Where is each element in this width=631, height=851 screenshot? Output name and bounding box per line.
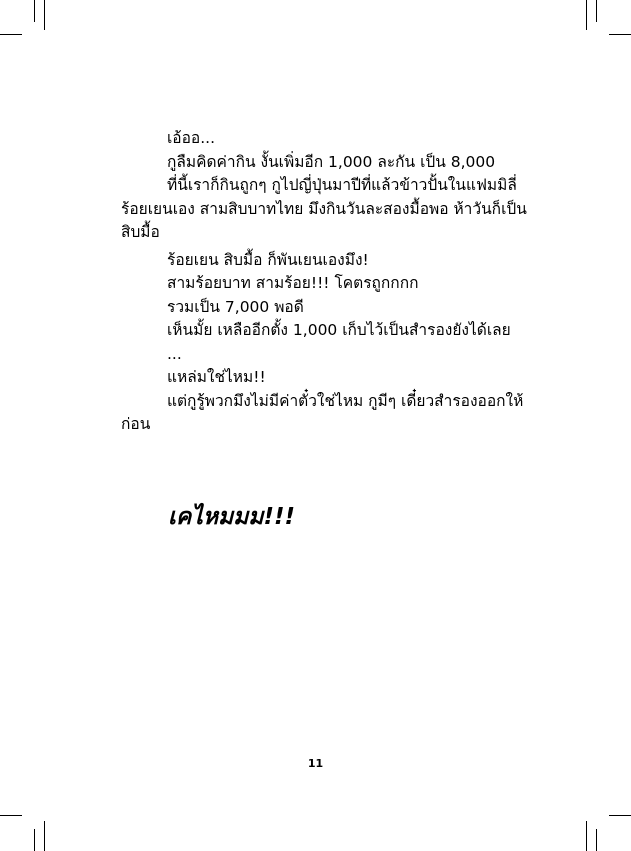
paragraph-2: กูลืมคิดค่ากิน งั้นเพิ่มอีก 1,000 ละกัน เป็น 8,000 xyxy=(167,152,496,171)
crop-mark-bottom-left-v2 xyxy=(44,821,45,851)
crop-mark-top-left-v2 xyxy=(44,0,45,30)
crop-mark-top-left-h xyxy=(0,34,22,35)
crop-mark-top-right-h xyxy=(609,34,631,35)
crop-mark-top-right-v xyxy=(596,0,597,22)
crop-mark-bottom-right-v xyxy=(596,829,597,851)
paragraph-7: เห็นมั้ย เหลืออีกตั้ง 1,000 เก็บไว้เป็นสำรองยังได้เลย xyxy=(167,321,511,339)
paragraph-4: ร้อยเยน สิบมื้อ ก็พันเยนเองมึง! xyxy=(167,250,369,269)
crop-mark-bottom-right-v2 xyxy=(586,821,587,851)
body-text xyxy=(121,127,531,437)
crop-mark-bottom-left-h xyxy=(0,815,22,816)
paragraph-8: ... xyxy=(167,344,182,363)
emphasis-heading: เคไหมมม!!! xyxy=(168,504,295,530)
crop-mark-bottom-right-h xyxy=(609,815,631,816)
crop-mark-bottom-left-v xyxy=(34,829,35,851)
crop-mark-top-left-v xyxy=(34,0,35,22)
paragraph-3: ที่นี้เราก็กินถูกๆ กูไปญี่ปุ่นมาปีที่แล้วข้าวปั้นในแฟมมิลี่ร้อยเยนเอง สามสิบบาทไทย มึงกินวันละสองมื้อพอ ห้าวันก็เป็นสิบมื้อ xyxy=(121,176,527,241)
page-number: 11 xyxy=(307,757,324,770)
paragraph-6: รวมเป็น 7,000 พอดี xyxy=(167,297,304,316)
crop-mark-top-right-v2 xyxy=(586,0,587,30)
paragraph-5: สามร้อยบาท สามร้อย!!! โคตรถูกกกก xyxy=(167,274,419,292)
paragraph-9: แหล่มใช่ไหม!! xyxy=(167,368,266,386)
paragraph-10: แต่กูรู้พวกมึงไม่มีค่าตั๋วใช่ไหม กูมีๆ เดี๋ยวสำรองออกให้ก่อน xyxy=(121,391,524,433)
paragraph-1: เอ้ออ... xyxy=(167,129,216,147)
